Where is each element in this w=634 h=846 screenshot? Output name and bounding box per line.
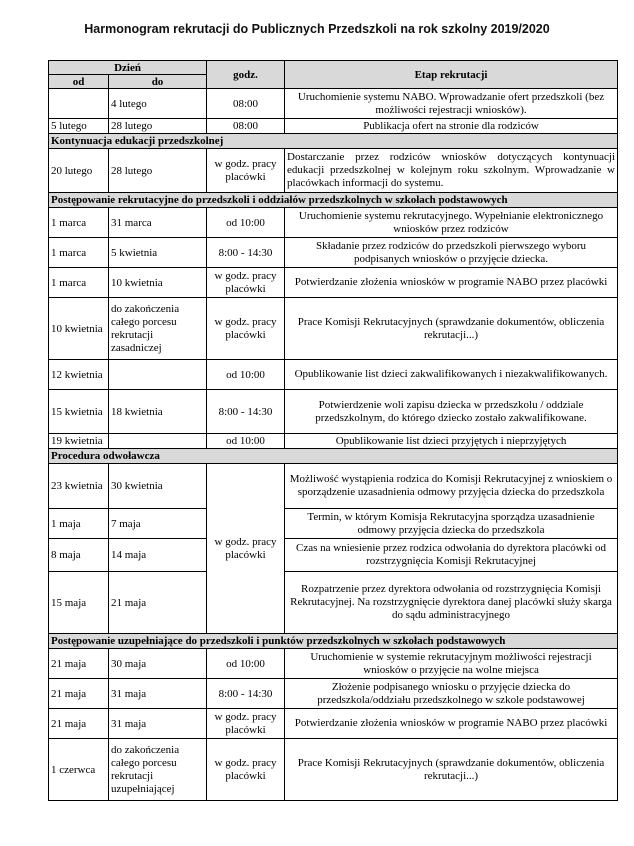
cell-od: 15 maja bbox=[49, 572, 109, 634]
cell-od: 1 marca bbox=[49, 268, 109, 298]
table-row bbox=[49, 89, 618, 119]
cell-etap: Składanie przez rodziców do przedszkoli pierwszego wyboru podpisanych wniosków o przyjęcie dziecka. bbox=[285, 238, 618, 268]
header-od: od bbox=[49, 75, 109, 89]
section-title: Postępowanie rekrutacyjne do przedszkoli i oddziałów przedszkolnych w szkołach podstawowych bbox=[49, 193, 618, 208]
section-row bbox=[49, 134, 618, 149]
cell-od: 21 maja bbox=[49, 649, 109, 679]
header-dzien: Dzień bbox=[49, 61, 207, 75]
table-row bbox=[49, 149, 618, 193]
cell-do: do zakończenia całego porcesu rekrutacji uzupełniającej bbox=[109, 739, 207, 801]
cell-do: 31 maja bbox=[109, 679, 207, 709]
cell-godz: od 10:00 bbox=[207, 434, 285, 449]
cell-od: 5 lutego bbox=[49, 119, 109, 134]
cell-do: 30 maja bbox=[109, 649, 207, 679]
header-do: do bbox=[109, 75, 207, 89]
cell-do bbox=[109, 360, 207, 390]
table-row bbox=[49, 390, 618, 434]
table-row bbox=[49, 739, 618, 801]
cell-etap: Dostarczanie przez rodziców wniosków dotyczących kontynuacji edukacji przedszkolnej w kolejnym roku szkolnym. Wprowadzanie w placówkach informacji do systemu. bbox=[285, 149, 618, 193]
cell-godz: w godz. pracy placówki bbox=[207, 268, 285, 298]
table-row bbox=[49, 509, 618, 539]
cell-etap: Potwierdzenie woli zapisu dziecka w przedszkolu / oddziale przedszkolnym, do którego dziecko zostało zakwalifikowane. bbox=[285, 390, 618, 434]
cell-godz: w godz. pracy placówki bbox=[207, 709, 285, 739]
cell-godz: 08:00 bbox=[207, 119, 285, 134]
cell-od: 1 maja bbox=[49, 509, 109, 539]
cell-do: 21 maja bbox=[109, 572, 207, 634]
cell-od: 21 maja bbox=[49, 679, 109, 709]
table-row bbox=[49, 238, 618, 268]
cell-od: 1 marca bbox=[49, 238, 109, 268]
table-row bbox=[49, 679, 618, 709]
cell-etap: Prace Komisji Rekrutacyjnych (sprawdzanie dokumentów, obliczenia rekrutacji...) bbox=[285, 739, 618, 801]
cell-godz: 8:00 - 14:30 bbox=[207, 390, 285, 434]
cell-do: 31 marca bbox=[109, 208, 207, 238]
table-row bbox=[49, 434, 618, 449]
cell-etap: Potwierdzanie złożenia wniosków w programie NABO przez placówki bbox=[285, 709, 618, 739]
cell-do: 18 kwietnia bbox=[109, 390, 207, 434]
cell-od: 23 kwietnia bbox=[49, 464, 109, 509]
header-etap: Etap rekrutacji bbox=[285, 61, 618, 89]
cell-godz: 8:00 - 14:30 bbox=[207, 238, 285, 268]
table-row bbox=[49, 464, 618, 509]
header-godz: godz. bbox=[207, 61, 285, 89]
cell-od bbox=[49, 89, 109, 119]
cell-od: 12 kwietnia bbox=[49, 360, 109, 390]
cell-do: 30 kwietnia bbox=[109, 464, 207, 509]
table-row bbox=[49, 649, 618, 679]
cell-godz: w godz. pracy placówki bbox=[207, 739, 285, 801]
section-title: Procedura odwoławcza bbox=[49, 449, 618, 464]
cell-od: 1 czerwca bbox=[49, 739, 109, 801]
cell-od: 8 maja bbox=[49, 539, 109, 572]
cell-do: 5 kwietnia bbox=[109, 238, 207, 268]
cell-od: 20 lutego bbox=[49, 149, 109, 193]
cell-etap: Opublikowanie list dzieci zakwalifikowanych i niezakwalifikowanych. bbox=[285, 360, 618, 390]
cell-godz: 8:00 - 14:30 bbox=[207, 679, 285, 709]
table-row bbox=[49, 298, 618, 360]
cell-od: 1 marca bbox=[49, 208, 109, 238]
cell-etap: Uruchomienie systemu NABO. Wprowadzanie ofert przedszkoli (bez możliwości rejestracji wniosków). bbox=[285, 89, 618, 119]
cell-od: 19 kwietnia bbox=[49, 434, 109, 449]
cell-do: 7 maja bbox=[109, 509, 207, 539]
cell-etap: Uruchomienie w systemie rekrutacyjnym możliwości rejestracji wniosków o przyjęcie na wolne miejsca bbox=[285, 649, 618, 679]
section-row bbox=[49, 193, 618, 208]
cell-godz: w godz. pracy placówki bbox=[207, 149, 285, 193]
cell-etap: Potwierdzanie złożenia wniosków w programie NABO przez placówki bbox=[285, 268, 618, 298]
cell-etap: Publikacja ofert na stronie dla rodziców bbox=[285, 119, 618, 134]
cell-godz: od 10:00 bbox=[207, 360, 285, 390]
section-title: Postępowanie uzupełniające do przedszkoli i punktów przedszkolnych w szkołach podstawowych bbox=[49, 634, 618, 649]
page-title: Harmonogram rekrutacji do Publicznych Przedszkoli na rok szkolny 2019/2020 bbox=[84, 22, 550, 36]
table-row bbox=[49, 539, 618, 572]
cell-etap: Możliwość wystąpienia rodzica do Komisji Rekrutacyjnej z wnioskiem o sporządzenie uzasadnienia odmowy przyjęcia dziecka do przedszkola bbox=[285, 464, 618, 509]
cell-etap: Uruchomienie systemu rekrutacyjnego. Wypełnianie elektronicznego wniosków przez rodziców bbox=[285, 208, 618, 238]
section-row bbox=[49, 449, 618, 464]
cell-godz: 08:00 bbox=[207, 89, 285, 119]
table-row bbox=[49, 119, 618, 134]
cell-etap: Złożenie podpisanego wniosku o przyjęcie dziecka do przedszkola/oddziału przedszkolnego w szkole podstawowej bbox=[285, 679, 618, 709]
cell-godz: w godz. pracy placówki bbox=[207, 464, 285, 634]
table-row bbox=[49, 268, 618, 298]
cell-godz: od 10:00 bbox=[207, 208, 285, 238]
cell-od: 10 kwietnia bbox=[49, 298, 109, 360]
cell-etap: Czas na wniesienie przez rodzica odwołania do dyrektora placówki od rozstrzygnięcia Komisji Rekrutacyjnej bbox=[285, 539, 618, 572]
table-row bbox=[49, 572, 618, 634]
cell-etap: Rozpatrzenie przez dyrektora odwołania od rozstrzygnięcia Komisji Rekrutacyjnej. Na rozstrzygnięcie dyrektora danej placówki służy skarga do sądu administracyjnego bbox=[285, 572, 618, 634]
cell-do: 28 lutego bbox=[109, 119, 207, 134]
cell-do: 28 lutego bbox=[109, 149, 207, 193]
section-title: Kontynuacja edukacji przedszkolnej bbox=[49, 134, 618, 149]
table-row bbox=[49, 360, 618, 390]
cell-godz: w godz. pracy placówki bbox=[207, 298, 285, 360]
cell-etap: Termin, w którym Komisja Rekrutacyjna sporządza uzasadnienie odmowy przyjęcia dziecka do przedszkola bbox=[285, 509, 618, 539]
section-row bbox=[49, 634, 618, 649]
cell-od: 21 maja bbox=[49, 709, 109, 739]
cell-godz: od 10:00 bbox=[207, 649, 285, 679]
cell-do bbox=[109, 434, 207, 449]
cell-etap: Opublikowanie list dzieci przyjętych i nieprzyjętych bbox=[285, 434, 618, 449]
table-row bbox=[49, 208, 618, 238]
cell-do: 10 kwietnia bbox=[109, 268, 207, 298]
cell-do: 14 maja bbox=[109, 539, 207, 572]
cell-etap: Prace Komisji Rekrutacyjnych (sprawdzanie dokumentów, obliczenia rekrutacji...) bbox=[285, 298, 618, 360]
recruitment-schedule-table bbox=[48, 60, 618, 801]
table-row bbox=[49, 709, 618, 739]
cell-od: 15 kwietnia bbox=[49, 390, 109, 434]
cell-do: do zakończenia całego porcesu rekrutacji zasadniczej bbox=[109, 298, 207, 360]
cell-do: 4 lutego bbox=[109, 89, 207, 119]
cell-do: 31 maja bbox=[109, 709, 207, 739]
